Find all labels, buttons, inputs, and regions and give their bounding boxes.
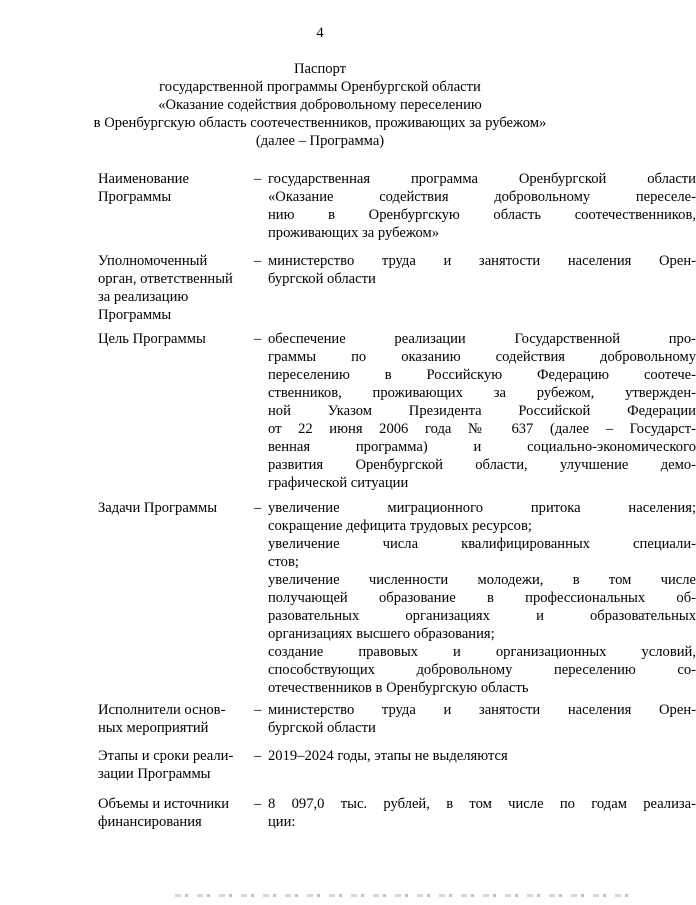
dash: – bbox=[254, 331, 262, 347]
title-line: в Оренбургскую область соотечественников, проживающих за рубежом» bbox=[93, 115, 547, 131]
title-line: государственной программы Оренбургской области bbox=[159, 79, 481, 95]
row-label: Уполномоченный орган, ответственный за реализацию Программы bbox=[98, 253, 233, 323]
dash: – bbox=[254, 702, 262, 718]
page-number: 4 bbox=[316, 25, 324, 41]
dash: – bbox=[254, 253, 262, 269]
row-value: министерство труда и занятости населения Орен- бургской области bbox=[268, 253, 696, 287]
footer-scan-line bbox=[175, 894, 635, 897]
title-line: (далее – Программа) bbox=[255, 133, 385, 149]
dash: – bbox=[254, 748, 262, 764]
row-value: 2019–2024 годы, этапы не выделяются bbox=[268, 748, 508, 764]
row-value: государственная программа Оренбургской области «Оказание содействия добровольному переселе- нию в Оренбургскую область соотечественников, проживающих за рубежом» bbox=[268, 171, 696, 241]
document-title bbox=[0, 60, 640, 150]
row-label: Исполнители основ- ных мероприятий bbox=[98, 702, 226, 736]
row-value: 8 097,0 тыс. рублей, в том числе по годам реализа- ции: bbox=[268, 796, 696, 830]
row-label: Цель Программы bbox=[98, 331, 206, 347]
row-label: Объемы и источники финансирования bbox=[98, 796, 230, 830]
row-value: министерство труда и занятости населения Орен- бургской области bbox=[268, 702, 696, 736]
row-value: обеспечение реализации Государственной про- граммы по оказанию содействия добровольному переселению в Российскую Федерацию соотече- ственников, проживающих за рубежом, утвержден- ной Указом Президента Российской Федерации от 22 июня 2006 года № 637 (далее – Государст- венная программа) и социально-экономического развития Оренбургской области, улучшение демо- графической ситуации bbox=[268, 331, 696, 491]
dash: – bbox=[254, 500, 262, 516]
title-line: Паспорт bbox=[293, 61, 347, 77]
row-value: увеличение миграционного притока населения; сокращение дефицита трудовых ресурсов; увеличение числа квалифицированных специали- стов; увеличение численности молодежи, в том числе получающей образование в профессиональных об- разовательных организациях и образовательных организациях высшего образования; создание правовых и организационных условий, способствующих добровольному переселению со- отечественников в Оренбургскую область bbox=[268, 500, 696, 696]
dash: – bbox=[254, 171, 262, 187]
row-label: Этапы и сроки реали- зации Программы bbox=[98, 748, 234, 782]
row-label: Задачи Программы bbox=[98, 500, 218, 516]
row-label: Наименование Программы bbox=[98, 171, 189, 205]
dash: – bbox=[254, 796, 262, 812]
title-line: «Оказание содействия добровольному переселению bbox=[158, 97, 482, 113]
